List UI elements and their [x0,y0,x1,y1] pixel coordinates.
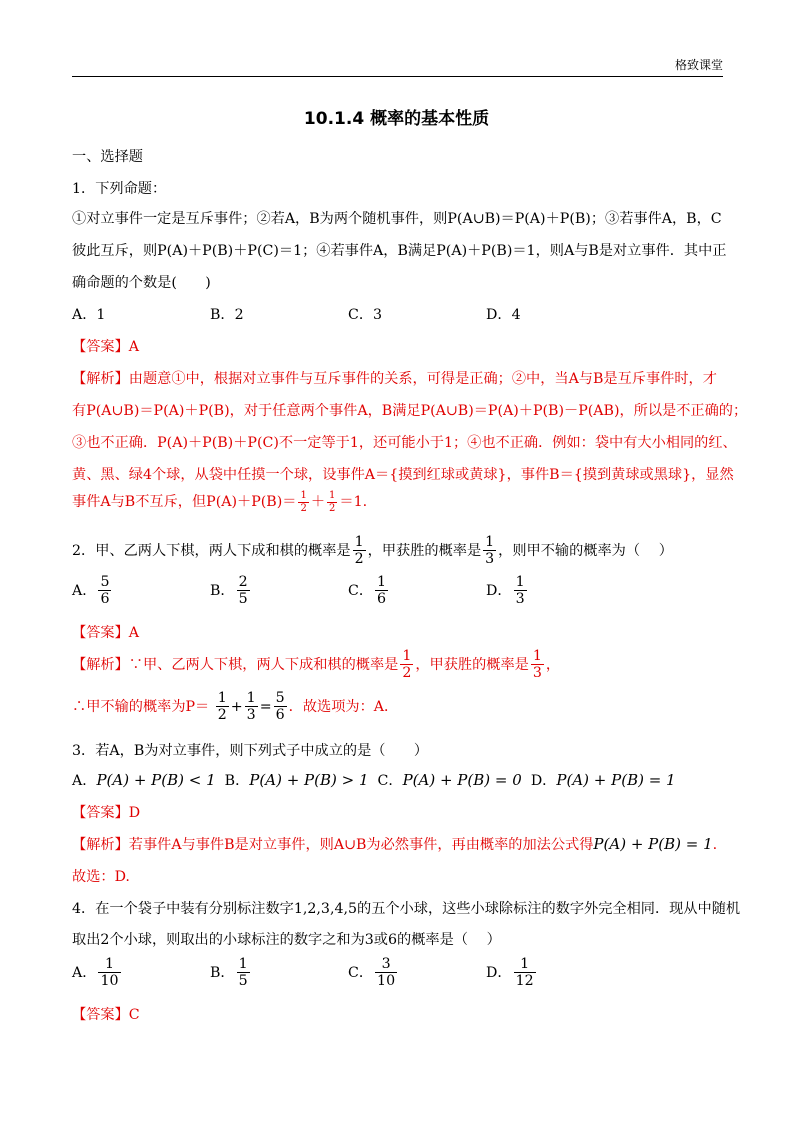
q1-line: 确命题的个数是( ) [72,275,211,291]
q4-option-d: D． $\frac{1}{12}$ [486,956,534,990]
q3-analysis: 【解析】若事件A与事件B是对立事件，则A∪B为必然事件，再由概率的加法公式得P(A) + P(B) = 1. [72,835,718,853]
q3-option-b: B．P(A) + P(B) > 1 [224,771,369,789]
q4-line: 取出2个小球，则取出的小球标注的数字之和为3或6的概率是（ ） [72,932,501,948]
q4-answer: 【答案】C [72,1007,140,1023]
q3-options [72,770,676,790]
q1-answer: 【答案】A [72,339,139,355]
q3-option-c: C．P(A) + P(B) = 0 [377,771,522,789]
q1-analysis: 事件A与B不互斥，但P(A)＋P(B)＝ $\frac{1}{2}$ ＋ $\frac{1}{2}$ ＝1. [72,490,368,514]
q1-analysis: 【解析】由题意①中，根据对立事件与互斥事件的关系，可得是正确；②中，当A与B是互斥事件时，才 [72,371,717,387]
q3-stem: 3．若A，B为对立事件，则下列式子中成立的是（ ） [72,743,429,759]
q3-option-d: D．P(A) + P(B) = 1 [530,771,676,789]
q1-option-d: D．4 [486,307,521,323]
section-heading: 一、选择题 [72,149,143,165]
fraction: $\frac{1}{2}$ [354,534,364,568]
q4-option-a: A． $\frac{1}{10}$ [72,956,119,990]
q1-option-c: C．3 [348,307,383,323]
fraction: $\frac{1}{2}$ [300,490,307,514]
q1-analysis: ③也不正确．P(A)＋P(B)＋P(C)不一定等于1，还可能小于1；④也不正确．例如：袋中有大小相同的红、 [72,435,737,451]
header-brand: 格致课堂 [674,58,723,72]
q2-option-a: A． $\frac{5}{6}$ [72,574,110,608]
q2-option-d: D． $\frac{1}{3}$ [486,574,525,608]
q2-answer: 【答案】A [72,625,139,641]
q3-option-a: A．P(A) + P(B) < 1 [72,771,216,789]
q1-analysis: 有P(A∪B)＝P(A)＋P(B)，对于任意两个事件A，B满足P(A∪B)＝P(A)＋P(B)－P(AB)，所以是不正确的； [72,403,748,419]
q1-line: 彼此互斥，则P(A)＋P(B)＋P(C)＝1；④若事件A，B满足P(A)＋P(B)＝1，则A与B是对立事件．其中正 [72,243,727,259]
q4-option-c: C． $\frac{3}{10}$ [348,956,396,990]
q4-option-b: B． $\frac{1}{5}$ [210,956,248,990]
q4-line: 4．在一个袋子中装有分别标注数字1,2,3,4,5的五个小球，这些小球除标注的数字外完全相同．现从中随机 [72,901,741,917]
q1-line: ①对立事件一定是互斥事件；②若A，B为两个随机事件，则P(A∪B)＝P(A)＋P(B)；③若事件A，B，C [72,211,722,227]
page-title: 10.1.4 概率的基本性质 [303,109,490,129]
fraction: $\frac{1}{3}$ [485,534,495,568]
q2-option-c: C． $\frac{1}{6}$ [348,574,387,608]
fraction: $\frac{1}{2}$ [329,490,336,514]
q2-option-b: B． $\frac{2}{5}$ [210,574,248,608]
q1-option-b: B．2 [210,307,244,323]
q2-analysis: 【解析】∵甲、乙两人下棋，两人下成和棋的概率是 $\frac{1}{2}$ ，甲获胜的概率是 $\frac{1}{3}$ ， [72,648,561,682]
q1-stem: 1．下列命题： [72,181,167,197]
q3-answer: 【答案】D [72,805,141,821]
q3-choose: 故选：D. [72,869,130,885]
q1-analysis: 黄、黑、绿4个球，从袋中任摸一个球，设事件A＝{摸到红球或黄球}，事件B＝{摸到黄球或黑球}，显然 [72,467,734,483]
q1-option-a: A．1 [72,307,106,323]
header-rule [72,76,723,77]
q2-stem: 2．甲、乙两人下棋，两人下成和棋的概率是 $\frac{1}{2}$ ，甲获胜的概率是 $\frac{1}{3}$ ，则甲不输的概率为（ ） [72,534,673,568]
q2-analysis: ∴甲不输的概率为P＝ $\frac{1}{2}$ + $\frac{1}{3}$ = $\frac{5}{6}$ ．故选项为：A． [72,690,399,724]
